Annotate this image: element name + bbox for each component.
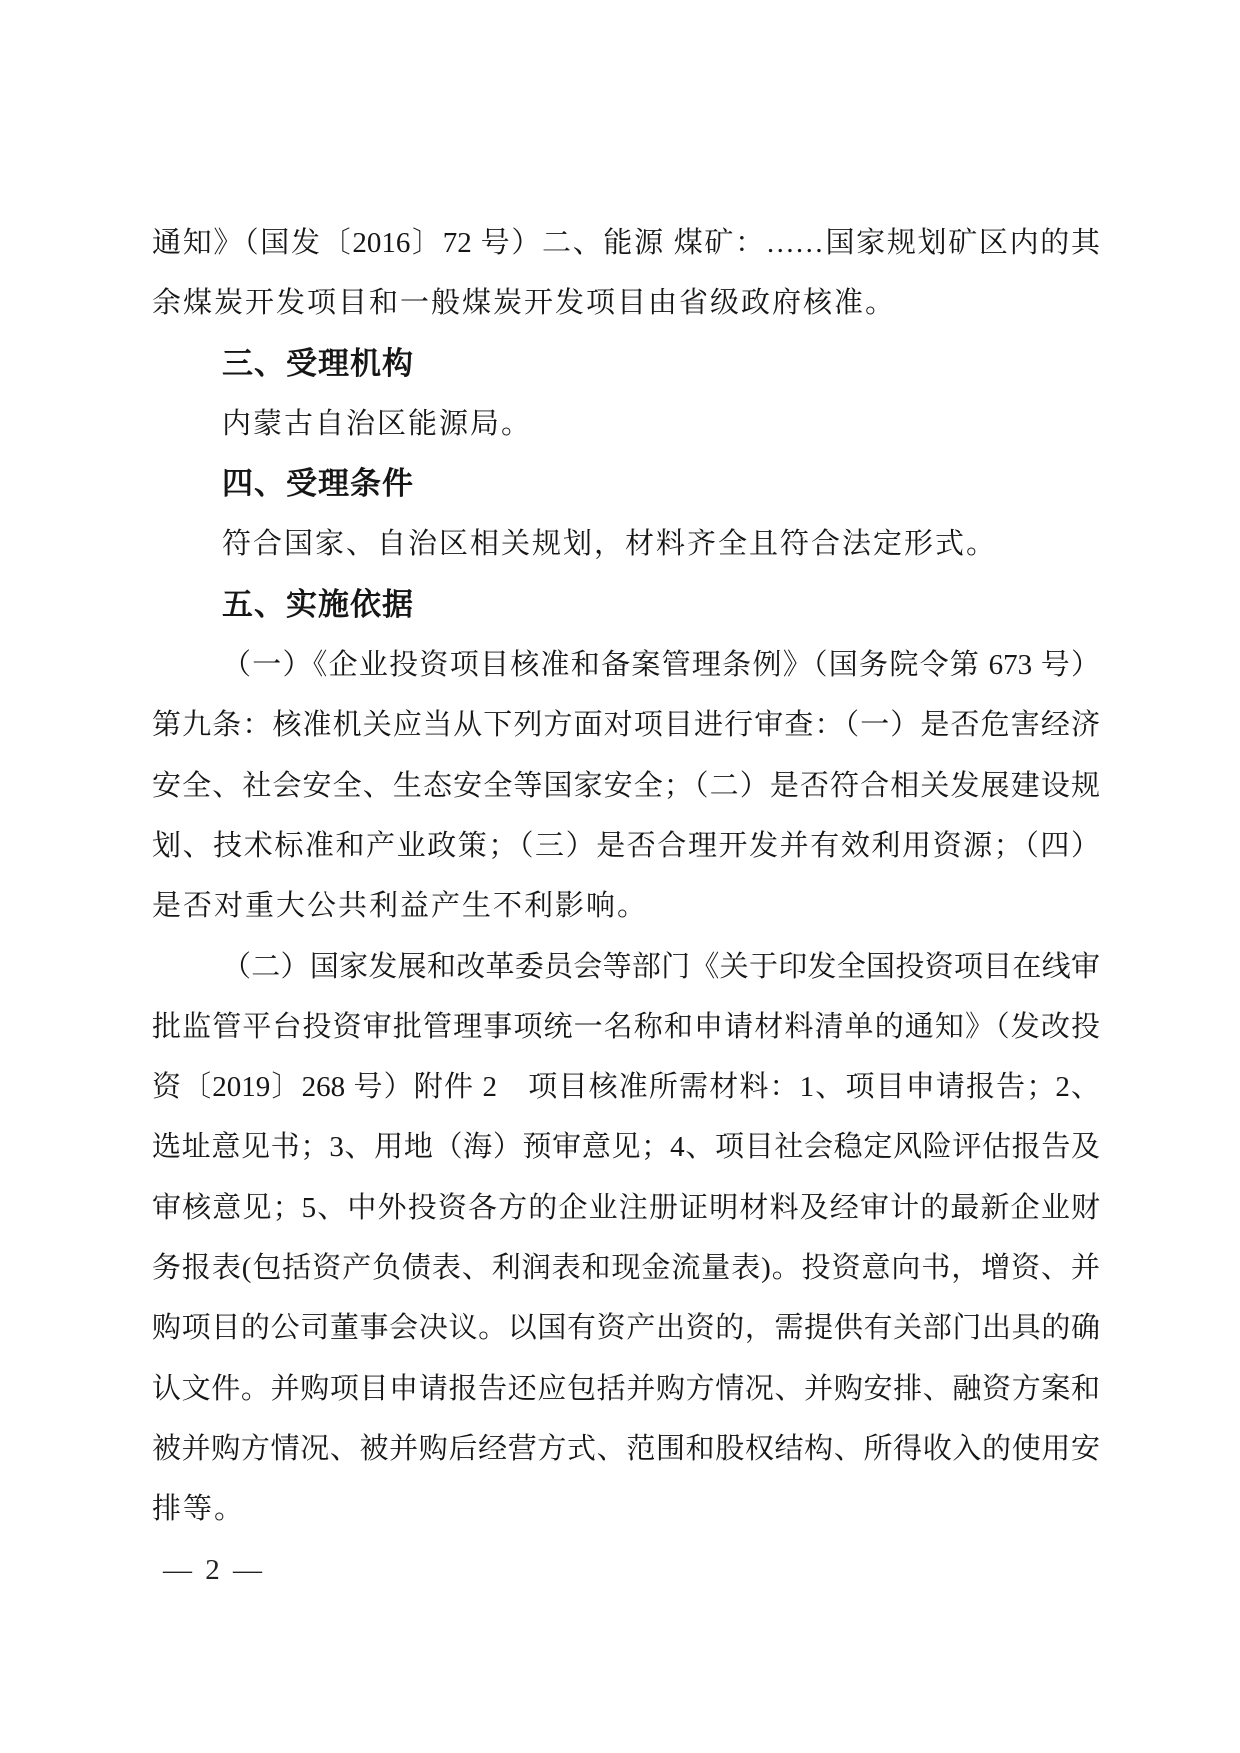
text-line: 购项目的公司董事会决议。以国有资产出资的，需提供有关部门出具的确: [152, 1312, 1100, 1345]
document-body: [152, 213, 1100, 1540]
text-line: 内蒙古自治区能源局。: [222, 407, 533, 440]
section-heading: 五、实施依据: [222, 586, 414, 622]
text-line: （二）国家发展和改革委员会等部门《关于印发全国投资项目在线审: [222, 950, 1100, 983]
text-line: 选址意见书；3、用地（海）预审意见；4、项目社会稳定风险评估报告及: [152, 1131, 1100, 1164]
section-heading: 三、受理机构: [222, 345, 414, 381]
text-line: 务报表(包括资产负债表、利润表和现金流量表)。投资意向书，增资、并: [152, 1252, 1100, 1285]
text-line: 余煤炭开发项目和一般煤炭开发项目由省级政府核准。: [152, 287, 897, 320]
text-line: 划、技术标准和产业政策；（三）是否合理开发并有效利用资源；（四）: [152, 829, 1100, 862]
text-line: 批监管平台投资审批管理事项统一名称和申请材料清单的通知》（发改投: [152, 1010, 1100, 1043]
text-line: （一）《企业投资项目核准和备案管理条例》（国务院令第 673 号）: [222, 649, 1100, 682]
page-number: — 2 —: [163, 1554, 265, 1586]
page-footer: [163, 1540, 265, 1600]
section-heading: 四、受理条件: [222, 466, 414, 502]
text-line: 第九条：核准机关应当从下列方面对项目进行审查：（一）是否危害经济: [152, 709, 1100, 742]
text-line: 安全、社会安全、生态安全等国家安全；（二）是否符合相关发展建设规: [152, 769, 1100, 802]
text-line: 符合国家、自治区相关规划，材料齐全且符合法定形式。: [222, 528, 998, 561]
text-line: 通知》（国发〔2016〕72 号）二、能源 煤矿：……国家规划矿区内的其: [152, 227, 1100, 259]
text-line: 被并购方情况、被并购后经营方式、范围和股权结构、所得收入的使用安: [152, 1432, 1100, 1465]
text-line: 排等。: [152, 1493, 246, 1526]
text-line: 是否对重大公共利益产生不利影响。: [152, 890, 649, 923]
text-line: 资〔2019〕268 号）附件 2 项目核准所需材料：1、项目申请报告；2、: [152, 1071, 1100, 1104]
text-line: 审核意见；5、中外投资各方的企业注册证明材料及经审计的最新企业财: [152, 1191, 1100, 1224]
text-line: 认文件。并购项目申请报告还应包括并购方情况、并购安排、融资方案和: [152, 1372, 1100, 1405]
